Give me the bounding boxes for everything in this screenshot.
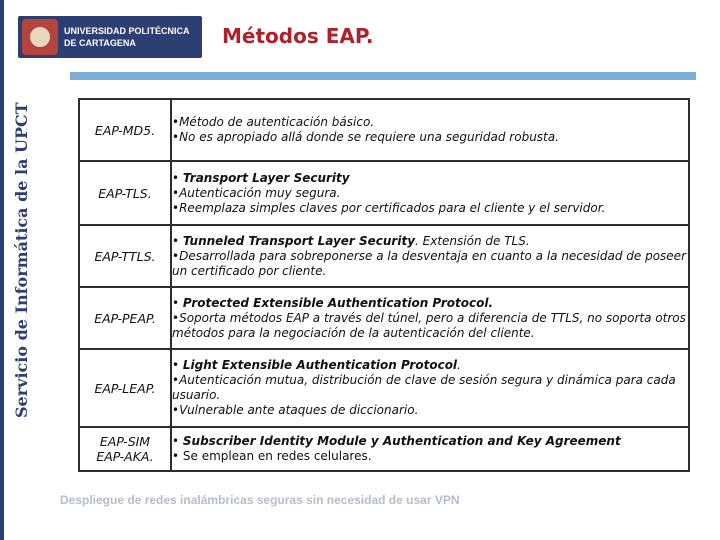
method-description-cell — [171, 287, 689, 349]
description-text: Método de autenticación básico. — [179, 115, 375, 129]
sidebar-label: Servicio de Informática de la UPCT — [12, 102, 31, 418]
description-line — [172, 115, 688, 130]
description-strong: Light Extensible Authentication Protocol — [182, 358, 458, 372]
description-text: Se emplean en redes celulares. — [182, 449, 372, 463]
method-name-cell — [79, 225, 171, 287]
university-logo — [18, 16, 202, 58]
bullet: • — [172, 130, 180, 144]
method-name: EAP-SIM — [99, 434, 151, 449]
bullet: • — [172, 115, 180, 129]
bullet: • — [172, 170, 180, 185]
description-line — [172, 358, 688, 373]
description-line — [172, 186, 688, 201]
method-name: EAP-MD5. — [94, 122, 156, 138]
description-text: Vulnerable ante ataques de diccionario. — [179, 403, 419, 417]
method-name: EAP-AKA. — [96, 449, 154, 464]
method-name-cell — [79, 349, 171, 427]
eap-methods-table — [78, 98, 690, 472]
table-row — [79, 349, 689, 427]
description-text: Soporta métodos EAP a través del túnel, pero a diferencia de TTLS, no soporta otros métodos para la negociación de la autenticación del cliente. — [172, 310, 686, 340]
table-row — [79, 161, 689, 225]
description-text: Reemplaza simples claves por certificados para el cliente y el servidor. — [179, 200, 606, 215]
bullet: • — [172, 248, 180, 263]
bullet: • — [172, 185, 180, 200]
method-name: EAP-PEAP. — [94, 310, 156, 326]
page-title: Métodos EAP. — [222, 24, 374, 48]
description-text: Desarrollada para sobreponerse a la desventaja en cuanto a la necesidad de poseer un certificado por cliente. — [172, 248, 687, 278]
method-name-cell — [79, 287, 171, 349]
bullet: • — [172, 310, 180, 325]
logo-text — [64, 25, 190, 49]
method-description-cell — [171, 427, 689, 471]
table-row — [79, 427, 689, 471]
logo-line-2: DE CARTAGENA — [64, 38, 136, 48]
method-description-cell — [171, 161, 689, 225]
table-row — [79, 99, 689, 161]
bullet: • — [172, 295, 180, 310]
description-strong: Transport Layer Security — [182, 170, 350, 185]
university-crest-icon — [22, 19, 58, 55]
description-text: . Extensión de TLS. — [415, 233, 530, 248]
method-name-cell — [79, 427, 171, 471]
description-line — [172, 201, 688, 216]
logo-line-1: UNIVERSIDAD POLITÉCNICA — [64, 26, 190, 36]
method-name: EAP-LEAP. — [94, 380, 156, 396]
bullet: • — [172, 358, 180, 372]
table-row — [79, 225, 689, 287]
description-line — [172, 234, 688, 249]
description-line — [172, 130, 688, 145]
description-strong: Protected Extensible Authentication Protocol. — [182, 295, 494, 310]
description-strong: Subscriber Identity Module y Authentication and Key Agreement — [182, 434, 621, 448]
description-line — [172, 373, 688, 403]
title-rule — [70, 72, 696, 80]
bullet: • — [172, 373, 180, 387]
sidebar — [0, 0, 48, 540]
description-line — [172, 311, 688, 341]
description-line — [172, 249, 688, 279]
description-text: No es apropiado allá donde se requiere una seguridad robusta. — [179, 130, 559, 144]
description-line — [172, 296, 688, 311]
description-text: . — [457, 358, 461, 372]
method-description-cell — [171, 349, 689, 427]
bullet: • — [172, 403, 180, 417]
description-strong: Tunneled Transport Layer Security — [182, 233, 416, 248]
method-name-cell — [79, 99, 171, 161]
bullet: • — [172, 434, 180, 448]
bullet: • — [172, 233, 180, 248]
method-name-cell — [79, 161, 171, 225]
description-text: Autenticación muy segura. — [179, 185, 341, 200]
method-name: EAP-TTLS. — [94, 248, 156, 264]
description-line — [172, 449, 688, 464]
description-text: Autenticación mutua, distribución de clave de sesión segura y dinámica para cada usuario. — [172, 373, 676, 402]
description-line — [172, 434, 688, 449]
bullet: • — [172, 200, 180, 215]
description-line — [172, 171, 688, 186]
method-description-cell — [171, 225, 689, 287]
method-name: EAP-TLS. — [98, 185, 152, 201]
bullet: • — [172, 449, 180, 463]
table-row — [79, 287, 689, 349]
method-description-cell — [171, 99, 689, 161]
footer-text: Despliegue de redes inalámbricas seguras sin necesidad de usar VPN — [60, 493, 460, 507]
description-line — [172, 403, 688, 418]
